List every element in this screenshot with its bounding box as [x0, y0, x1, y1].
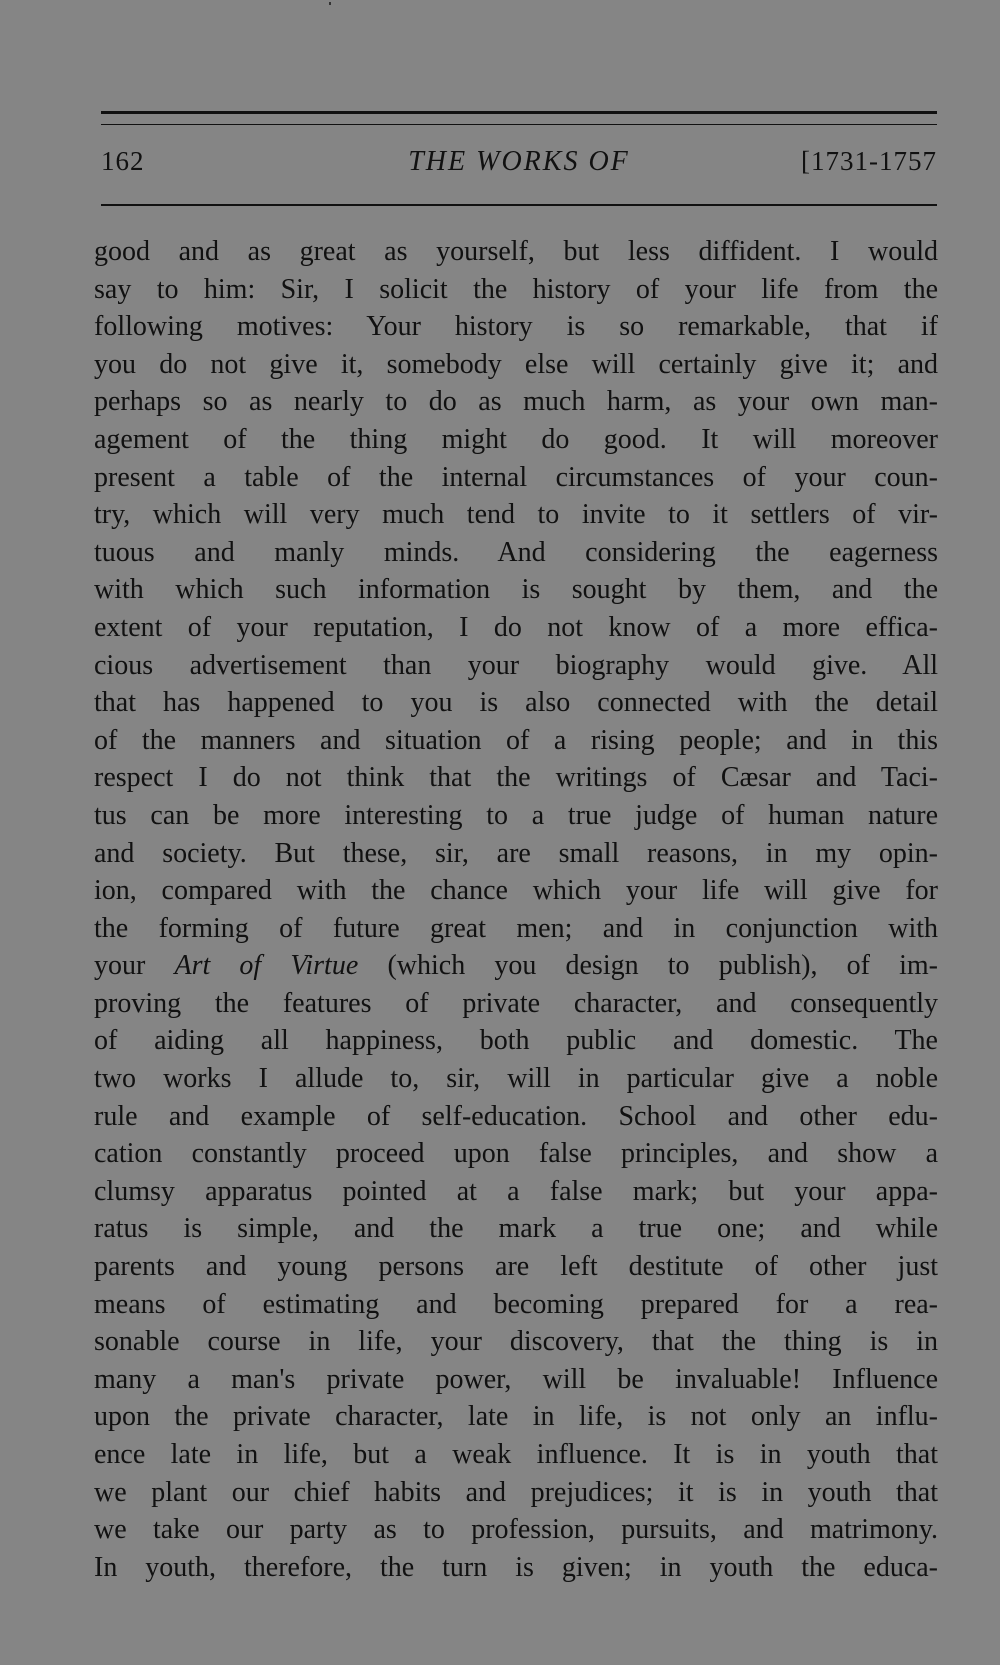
text-line: of aiding all happiness, both public and domestic. The	[94, 1025, 938, 1057]
page-number: 162	[101, 146, 145, 176]
text-line: upon the private character, late in life, is not only an influ-	[94, 1401, 938, 1433]
text-line: say to him: Sir, I solicit the history of your life from the	[94, 273, 938, 305]
text-line: In youth, therefore, the turn is given; in youth the educa-	[94, 1551, 938, 1583]
text-line: means of estimating and becoming prepared for a rea-	[94, 1288, 938, 1320]
top-double-rule-thick	[101, 111, 937, 114]
text-line: cation constantly proceed upon false principles, and show a	[94, 1138, 938, 1170]
text-line: perhaps so as nearly to do as much harm, as your own man-	[94, 386, 938, 418]
running-title: THE WORKS OF	[408, 146, 630, 177]
text-line: the forming of future great men; and in conjunction with	[94, 912, 938, 944]
text-line: that has happened to you is also connected with the detail	[94, 687, 938, 719]
text-line: sonable course in life, your discovery, that the thing is in	[94, 1326, 938, 1358]
text-line: we take our party as to profession, pursuits, and matrimony.	[94, 1514, 938, 1546]
scan-speck	[329, 2, 331, 5]
text-line: with which such information is sought by them, and the	[94, 574, 938, 606]
text-line: many a man's private power, will be invaluable! Influence	[94, 1363, 938, 1395]
header-bottom-rule	[101, 204, 937, 206]
date-range: [1731-1757	[801, 146, 937, 176]
text-line: extent of your reputation, I do not know of a more effica-	[94, 611, 938, 643]
text-line: of the manners and situation of a rising people; and in this	[94, 724, 938, 756]
text-line: ence late in life, but a weak influence. It is in youth that	[94, 1439, 938, 1470]
text-line: respect I do not think that the writings of Cæsar and Taci-	[94, 762, 938, 794]
text-line: parents and young persons are left destitute of other just	[94, 1251, 938, 1283]
text-line: tuous and manly minds. And considering the eagerness	[94, 536, 938, 568]
text-line-segment: (which you design to publish), of im-	[358, 950, 938, 982]
text-line: good and as great as yourself, but less diffident. I would	[94, 236, 938, 267]
text-line: cious advertisement than your biography would give. All	[94, 649, 938, 681]
text-line: proving the features of private character, and consequently	[94, 987, 938, 1019]
text-line: tus can be more interesting to a true judge of human nature	[94, 799, 938, 831]
text-line: try, which will very much tend to invite to it settlers of vir-	[94, 499, 938, 531]
text-line: agement of the thing might do good. It will moreover	[94, 423, 938, 455]
text-line: we plant our chief habits and prejudices; it is in youth that	[94, 1476, 938, 1508]
text-line: ion, compared with the chance which your life will give for	[94, 875, 938, 907]
text-line: clumsy apparatus pointed at a false mark; but your appa-	[94, 1175, 938, 1207]
top-double-rule-thin	[101, 124, 937, 125]
text-line: following motives: Your history is so remarkable, that if	[94, 311, 938, 343]
text-line: ratus is simple, and the mark a true one; and while	[94, 1213, 938, 1245]
text-line: rule and example of self-education. School and other edu-	[94, 1100, 938, 1132]
text-line: two works I allude to, sir, will in particular give a noble	[94, 1063, 938, 1095]
body-text	[94, 233, 938, 1586]
text-line: present a table of the internal circumstances of your coun-	[94, 461, 938, 493]
page-header	[101, 146, 937, 186]
text-line: you do not give it, somebody else will certainly give it; and	[94, 348, 938, 380]
text-line	[94, 947, 938, 985]
text-line: and society. But these, sir, are small reasons, in my opin-	[94, 837, 938, 869]
text-line-segment: your	[94, 950, 175, 982]
book-title-italic: Art of Virtue	[174, 950, 359, 982]
